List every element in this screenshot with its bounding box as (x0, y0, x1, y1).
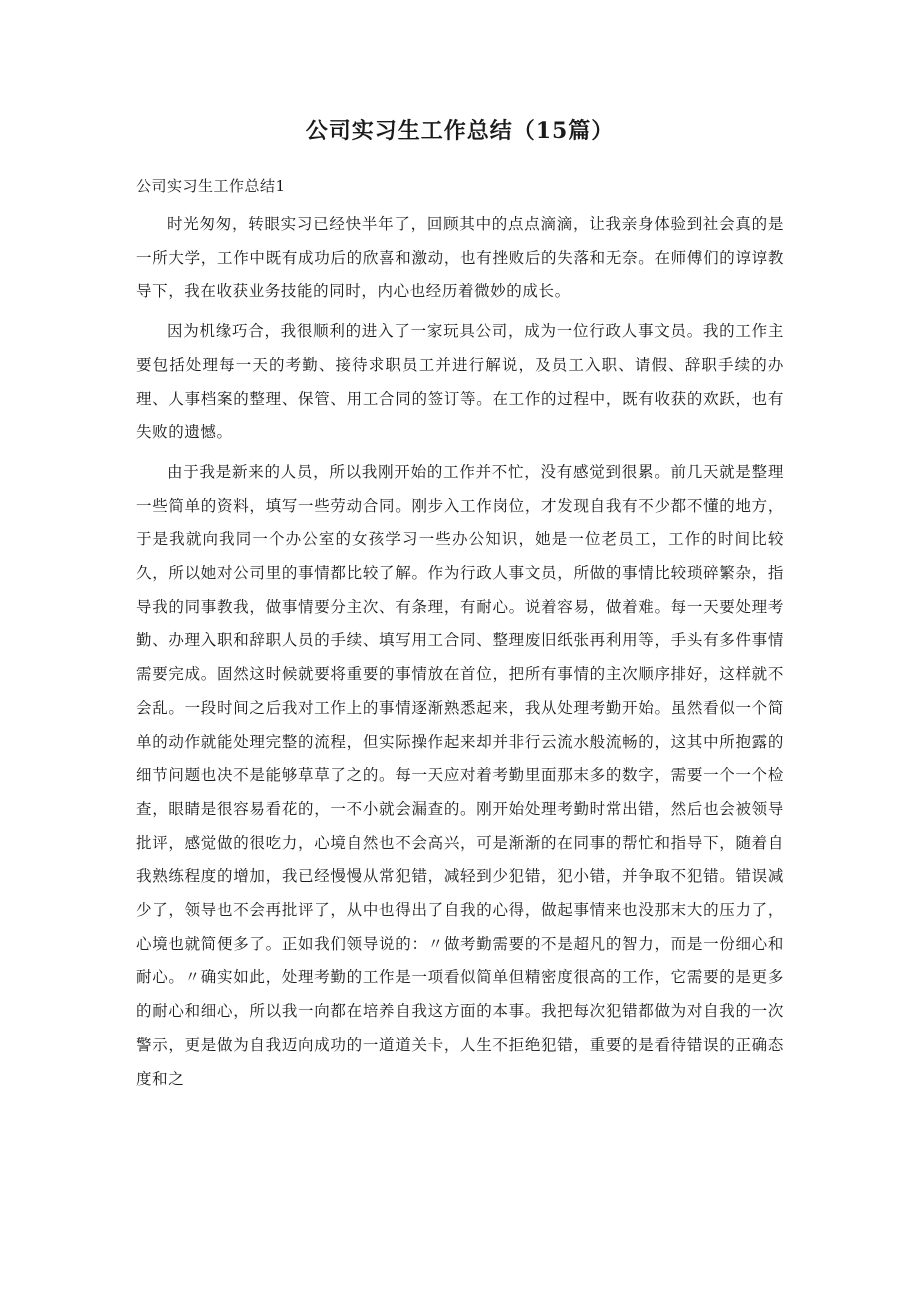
paragraph: 由于我是新来的人员，所以我刚开始的工作并不忙，没有感觉到很累。前几天就是整理一些简单的资料，填写一些劳动合同。刚步入工作岗位，才发现自我有不少都不懂的地方，于是我就向我同一个办公室的女孩学习一些办公知识，她是一位老员工，工作的时间比较久，所以她对公司里的事情都比较了解。作为行政人事文员，所做的事情比较琐碎繁杂，指导我的同事教我，做事情要分主次、有条理，有耐心。说着容易，做着难。每一天要处理考勤、办理入职和辞职人员的手续、填写用工合同、整理废旧纸张再利用等，手头有多件事情需要完成。固然这时候就要将重要的事情放在首位，把所有事情的主次顺序排好，这样就不会乱。一段时间之后我对工作上的事情逐渐熟悉起来，我从处理考勤开始。虽然看似一个简单的动作就能处理完整的流程，但实际操作起来却并非行云流水般流畅的，这其中所抱露的细节问题也决不是能够草草了之的。每一天应对着考勤里面那末多的数字，需要一个一个检查，眼睛是很容易看花的，一不小就会漏查的。刚开始处理考勤时常出错，然后也会被领导批评，感觉做的很吃力，心境自然也不会高兴，可是渐渐的在同事的帮忙和指导下，随着自我熟练程度的增加，我已经慢慢从常犯错，减轻到少犯错，犯小错，并争取不犯错。错误减少了，领导也不会再批评了，从中也得出了自我的心得，做起事情来也没那末大的压力了，心境也就简便多了。正如我们领导说的：〃做考勤需要的不是超凡的智力，而是一份细心和耐心。〃确实如此，处理考勤的工作是一项看似简单但精密度很高的工作，它需要的是更多的耐心和细心，所以我一向都在培养自我这方面的本事。我把每次犯错都做为对自我的一次警示，更是做为自我迈向成功的一道道关卡，人生不拒绝犯错，重要的是看待错误的正确态度和之 (136, 462, 784, 1088)
document-title: 公司实习生工作总结（15篇） (305, 118, 615, 144)
document-body (136, 208, 784, 1102)
section-heading: 公司实习生工作总结1 (136, 177, 286, 195)
paragraph: 因为机缘巧合，我很顺利的进入了一家玩具公司，成为一位行政人事文员。我的工作主要包括处理每一天的考勤、接待求职员工并进行解说，及员工入职、请假、辞职手续的办理、人事档案的整理、保管、用工合同的签订等。在工作的过程中，既有收获的欢跃，也有失败的遗憾。 (136, 322, 784, 442)
paragraph: 时光匆匆，转眼实习已经快半年了，回顾其中的点点滴滴，让我亲身体验到社会真的是一所大学，工作中既有成功后的欣喜和激动，也有挫败后的失落和无奈。在师傅们的谆谆教导下，我在收获业务技能的同时，内心也经历着微妙的成长。 (136, 215, 784, 301)
